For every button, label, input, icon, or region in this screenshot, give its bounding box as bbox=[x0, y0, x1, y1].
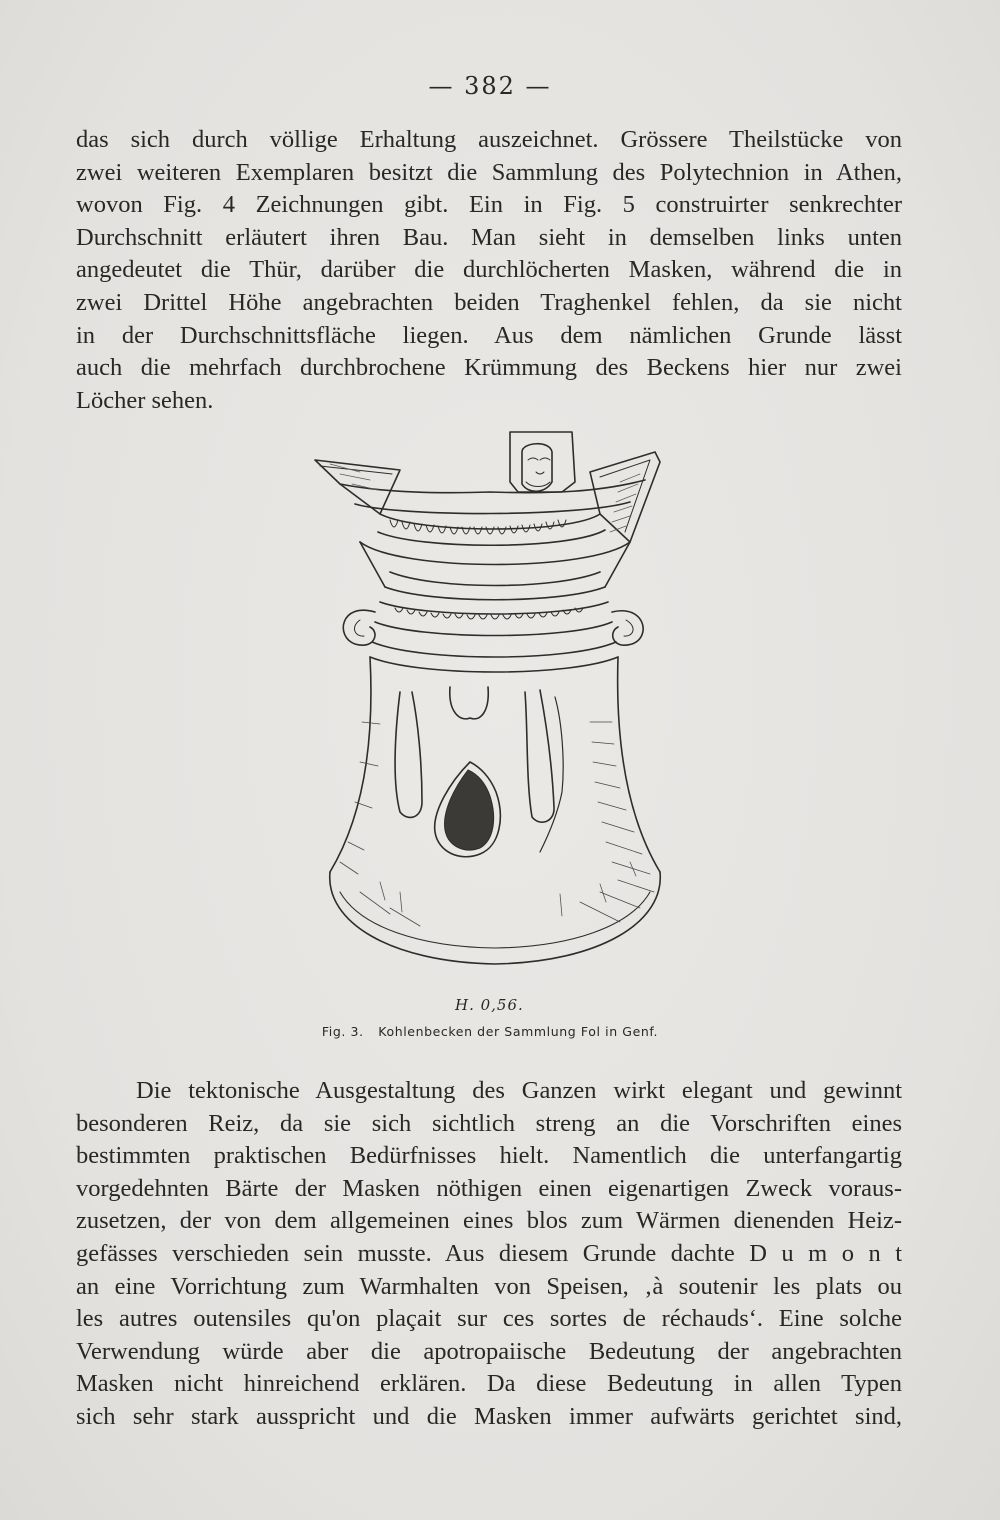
figure-caption-text: Kohlenbecken der Sammlung Fol in Genf. bbox=[378, 1024, 659, 1039]
figure-number: Fig. 3. bbox=[321, 1024, 364, 1039]
text-line: Die tektonische Ausgestaltung des Ganzen wirkt elegant und gewinnt bbox=[136, 1077, 902, 1104]
text-line: gefässes verschieden sein musste. Aus diesem Grunde dachte D u m o n t bbox=[76, 1239, 902, 1267]
page-number: — 382 — bbox=[428, 72, 552, 100]
text-line: Masken nicht hinreichend erklären. Da diese Bedeutung in allen Typen bbox=[76, 1370, 902, 1398]
text-line: Löcher sehen. bbox=[76, 386, 214, 414]
brazier-illustration bbox=[300, 422, 690, 1002]
text-line: sich sehr stark ausspricht und die Masken immer aufwärts gerichtet sind, bbox=[76, 1402, 902, 1430]
paragraph-2 bbox=[76, 1075, 902, 1434]
scale-label: H. 0,56. bbox=[455, 996, 524, 1014]
text-line: auch die mehrfach durchbrochene Krümmung des Beckens hier nur zwei bbox=[76, 354, 902, 382]
text-line: zwei weiteren Exemplaren besitzt die Sammlung des Polytechnion in Athen, bbox=[76, 158, 902, 186]
paragraph-1 bbox=[76, 124, 902, 417]
text-line: wovon Fig. 4 Zeichnungen gibt. Ein in Fig. 5 construirter senkrechter bbox=[76, 191, 902, 219]
text-line: das sich durch völlige Erhaltung auszeichnet. Grössere Theilstücke von bbox=[76, 126, 902, 153]
text-line: vorgedehnten Bärte der Masken nöthigen einen eigenartigen Zweck voraus- bbox=[76, 1174, 902, 1202]
text-line: zusetzen, der von dem allgemeinen eines blos zum Wärmen dienenden Heiz- bbox=[76, 1207, 902, 1235]
text-line: bestimmten praktischen Bedürfnisses hielt. Namentlich die unterfangartig bbox=[76, 1142, 902, 1170]
text-line: zwei Drittel Höhe angebrachten beiden Traghenkel fehlen, da sie nicht bbox=[76, 288, 902, 316]
text-line: Durchschnitt erläutert ihren Bau. Man sieht in demselben links unten bbox=[76, 223, 902, 251]
text-line: an eine Vorrichtung zum Warmhalten von Speisen, ‚à soutenir les plats ou bbox=[76, 1272, 902, 1300]
text-line: besonderen Reiz, da sie sich sichtlich streng an die Vorschriften eines bbox=[76, 1109, 902, 1137]
text-line: les autres outensiles qu'on plaçait sur ces sortes de réchauds‘. Eine solche bbox=[76, 1305, 902, 1333]
text-line: angedeutet die Thür, darüber die durchlöcherten Masken, während die in bbox=[76, 256, 902, 284]
figure-caption bbox=[0, 1024, 980, 1039]
text-line: in der Durchschnittsfläche liegen. Aus dem nämlichen Grunde lässt bbox=[76, 321, 902, 349]
text-line: Verwendung würde aber die apotropaiische Bedeutung der angebrachten bbox=[76, 1337, 902, 1365]
